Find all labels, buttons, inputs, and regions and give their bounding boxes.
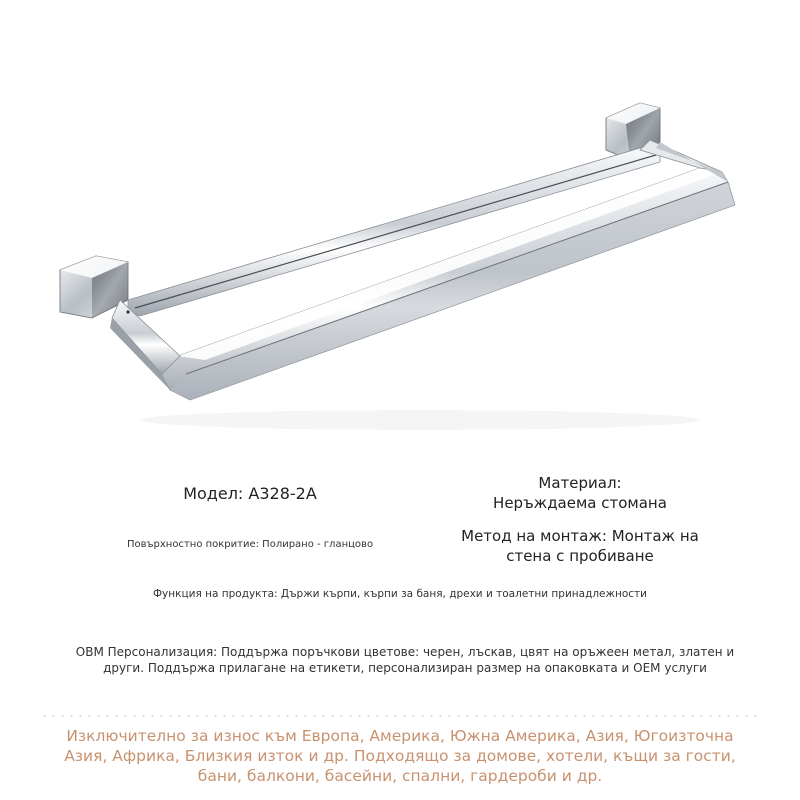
- product-function-label: Функция на продукта: Държи кърпи, кърпи за баня, дрехи и тоалетни принадлежности: [153, 588, 647, 600]
- oem-customization-text: OBM Персонализация: Поддържа поръчкови цветове: черен, лъскав, цвят на оръжеен метал, златен и други. Поддържа прилагане на етикети, персонализиран размер на опаковката и OEM услуги: [75, 645, 735, 676]
- material-label: [440, 474, 720, 513]
- material-text: Материал: Неръждаема стомана: [493, 474, 667, 512]
- export-info-text: Изключително за износ към Европа, Америка, Южна Америка, Азия, Югоизточна Азия, Африка, Близкия изток и др. Подходящо за домове, хотели, къщи за гости, бани, балкони, басейни, спални, гардероби и др.: [64, 727, 736, 786]
- surface-finish-label: Повърхностно покритие: Полирано - гланцово: [126, 539, 374, 550]
- decorative-divider: [40, 712, 760, 720]
- model-label: Модел: A328-2A: [183, 484, 317, 503]
- mounting-method-label: Метод на монтаж: Монтаж на стена с пробиване: [461, 527, 699, 565]
